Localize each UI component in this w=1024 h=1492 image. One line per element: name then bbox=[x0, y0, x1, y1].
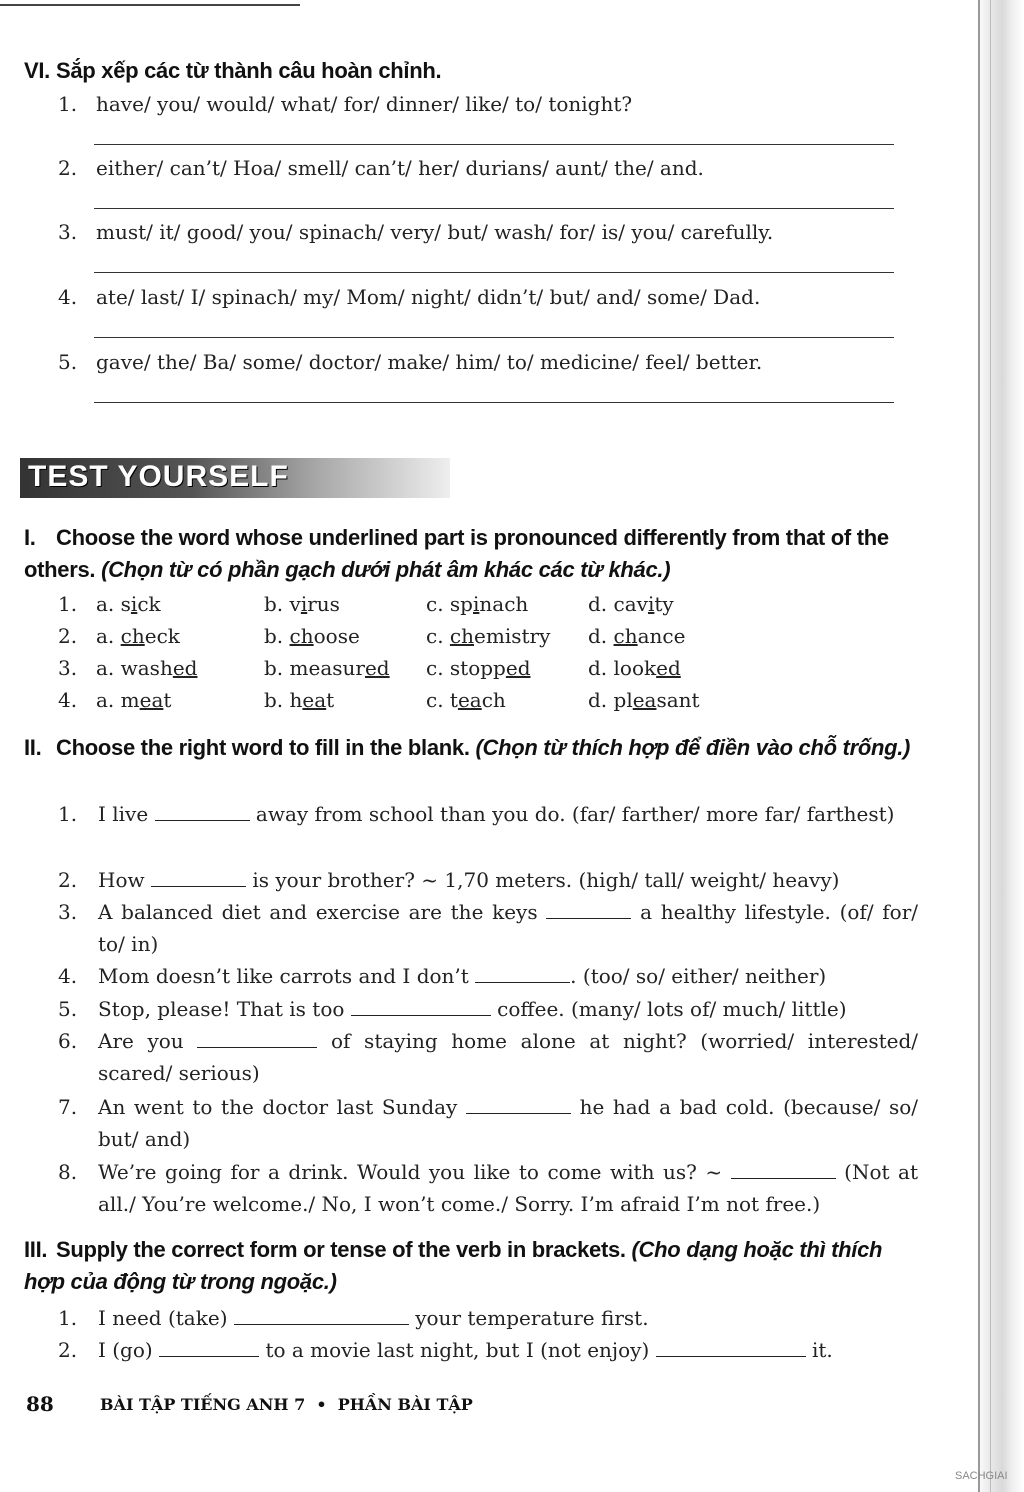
answer-line[interactable] bbox=[94, 337, 894, 338]
banner-title: TEST YOURSELF bbox=[28, 460, 289, 493]
top-rule bbox=[0, 4, 300, 6]
question-stem: An went to the doctor last Sunday bbox=[98, 1095, 458, 1119]
item-words: gave/ the/ Ba/ some/ doctor/ make/ him/ to/ medicine/ feel/ better. bbox=[96, 350, 763, 374]
option-text: a. m bbox=[96, 688, 140, 712]
section-6-title: Sắp xếp các từ thành câu hoàn chỉnh. bbox=[56, 58, 442, 83]
option-text: rus bbox=[307, 592, 340, 616]
answer-blank[interactable] bbox=[731, 1160, 836, 1179]
reorder-item bbox=[58, 285, 908, 309]
footer-bullet: • bbox=[316, 1395, 327, 1414]
choice-row bbox=[58, 656, 758, 684]
option-text: sant bbox=[656, 688, 700, 712]
book-spine bbox=[976, 0, 1024, 1492]
answer-blank[interactable] bbox=[466, 1095, 571, 1114]
answer-blank[interactable] bbox=[151, 868, 246, 887]
option-text: b. bbox=[264, 624, 290, 648]
option-text: b. measur bbox=[264, 656, 365, 680]
footer-title bbox=[100, 1395, 473, 1414]
watermark: SACHGIAI bbox=[955, 1470, 1008, 1482]
underlined-part: ch bbox=[120, 624, 145, 648]
option-text: d. look bbox=[588, 656, 657, 680]
answer-option[interactable] bbox=[588, 656, 681, 680]
underlined-part: ed bbox=[656, 656, 681, 680]
option-text: ance bbox=[637, 624, 686, 648]
option-text: nach bbox=[479, 592, 529, 616]
item-number: 2. bbox=[58, 156, 78, 180]
section-2-heading bbox=[24, 732, 924, 764]
question-rest: . (too/ so/ either/ neither) bbox=[570, 964, 827, 988]
answer-line[interactable] bbox=[94, 402, 894, 403]
answer-option[interactable] bbox=[96, 592, 161, 616]
underlined-part: ea bbox=[302, 688, 327, 712]
section-2-number: II. bbox=[24, 735, 42, 760]
underlined-part: ea bbox=[632, 688, 657, 712]
answer-line[interactable] bbox=[94, 208, 894, 209]
question-text bbox=[98, 798, 918, 830]
question-text bbox=[98, 1334, 918, 1366]
answer-option[interactable] bbox=[264, 688, 334, 712]
answer-option[interactable] bbox=[588, 624, 685, 648]
answer-option[interactable] bbox=[426, 592, 528, 616]
option-text: d. cav bbox=[588, 592, 648, 616]
section-1-title-vi: (Chọn từ có phần gạch dưới phát âm khác các từ khác.) bbox=[101, 557, 671, 582]
underlined-part: ea bbox=[457, 688, 482, 712]
option-text: d. pl bbox=[588, 688, 633, 712]
section-3-number: III. bbox=[24, 1237, 48, 1262]
question-rest: he had a bad cold. (because/ so/ but/ and) bbox=[98, 1095, 919, 1151]
question-item bbox=[58, 1091, 918, 1155]
option-text: d. bbox=[588, 624, 614, 648]
reorder-item bbox=[58, 92, 908, 116]
item-number: 1. bbox=[58, 92, 78, 116]
answer-option[interactable] bbox=[96, 688, 171, 712]
item-number: 4. bbox=[58, 285, 78, 309]
section-3-heading bbox=[24, 1234, 924, 1298]
item-number: 2. bbox=[58, 624, 78, 648]
question-rest: your temperature first. bbox=[415, 1306, 649, 1330]
item-number: 8. bbox=[58, 1160, 78, 1184]
option-text: c. sp bbox=[426, 592, 473, 616]
question-text bbox=[98, 1091, 918, 1155]
question-item bbox=[58, 864, 918, 896]
question-item bbox=[58, 798, 918, 830]
section-3-title: Supply the correct form or tense of the verb in brackets. bbox=[56, 1237, 626, 1262]
question-stem: Are you bbox=[98, 1029, 184, 1053]
underlined-part: i bbox=[472, 592, 480, 616]
item-number: 1. bbox=[58, 592, 78, 616]
answer-line[interactable] bbox=[94, 272, 894, 273]
question-rest: coffee. (many/ lots of/ much/ little) bbox=[497, 997, 847, 1021]
question-rest: a healthy lifestyle. (of/ for/ to/ in) bbox=[98, 900, 919, 956]
question-text bbox=[98, 864, 918, 896]
underlined-part: ed bbox=[364, 656, 390, 680]
item-number: 2. bbox=[58, 1338, 78, 1362]
underlined-part: ed bbox=[172, 656, 198, 680]
answer-blank[interactable] bbox=[546, 900, 631, 919]
answer-blank[interactable] bbox=[351, 997, 491, 1016]
page-footer bbox=[26, 1392, 473, 1416]
option-text: t bbox=[163, 688, 172, 712]
answer-option[interactable] bbox=[264, 656, 390, 680]
answer-line[interactable] bbox=[94, 144, 894, 145]
question-rest: (Not at all./ You’re welcome./ No, I won’t come./ Sorry. I’m afraid I’m not free.) bbox=[98, 1160, 918, 1216]
choice-row bbox=[58, 688, 758, 716]
question-stem: I (go) bbox=[98, 1338, 153, 1362]
question-text bbox=[98, 896, 918, 960]
underlined-part: i bbox=[647, 592, 655, 616]
answer-option[interactable] bbox=[96, 656, 197, 680]
question-rest: to a movie last night, but I (not enjoy) bbox=[265, 1338, 650, 1362]
answer-blank[interactable] bbox=[475, 964, 570, 983]
section-3-title-vi: (Cho dạng hoặc thì thích hợp của động từ trong ngoặc.) bbox=[24, 1237, 883, 1294]
option-text: t bbox=[326, 688, 335, 712]
section-2-title: Choose the right word to fill in the blank. bbox=[56, 735, 470, 760]
answer-option[interactable] bbox=[264, 592, 340, 616]
question-stem: How bbox=[98, 868, 145, 892]
item-words: ate/ last/ I/ spinach/ my/ Mom/ night/ didn’t/ but/ and/ some/ Dad. bbox=[96, 285, 761, 309]
question-stem: Mom doesn’t like carrots and I don’t bbox=[98, 964, 469, 988]
section-6-heading bbox=[24, 58, 441, 84]
question-item bbox=[58, 1302, 918, 1334]
item-words: have/ you/ would/ what/ for/ dinner/ like/ to/ tonight? bbox=[96, 92, 633, 116]
answer-blank[interactable] bbox=[197, 1029, 317, 1048]
answer-blank[interactable] bbox=[234, 1306, 409, 1325]
choice-row bbox=[58, 592, 758, 620]
option-text: emistry bbox=[474, 624, 551, 648]
answer-blank[interactable] bbox=[656, 1338, 806, 1357]
reorder-item bbox=[58, 156, 908, 180]
item-number: 1. bbox=[58, 1306, 78, 1330]
question-rest: is your brother? ~ 1,70 meters. (high/ tall/ weight/ heavy) bbox=[252, 868, 840, 892]
option-text: ty bbox=[654, 592, 674, 616]
book-part: PHẦN BÀI TẬP bbox=[337, 1395, 473, 1414]
item-number: 4. bbox=[58, 688, 78, 712]
underlined-part: ea bbox=[139, 688, 164, 712]
option-text: ch bbox=[481, 688, 506, 712]
underlined-part: i bbox=[130, 592, 138, 616]
answer-blank[interactable] bbox=[159, 1338, 259, 1357]
answer-option[interactable] bbox=[426, 624, 550, 648]
spine-edge-inner bbox=[990, 0, 991, 1492]
underlined-part: i bbox=[300, 592, 308, 616]
question-item bbox=[58, 1334, 918, 1366]
question-item bbox=[58, 896, 918, 960]
question-text bbox=[98, 1156, 918, 1220]
option-text: b. h bbox=[264, 688, 303, 712]
question-text bbox=[98, 1025, 918, 1089]
question-text bbox=[98, 1302, 918, 1334]
question-stem: A balanced diet and exercise are the keys bbox=[98, 900, 538, 924]
question-rest: away from school than you do. (far/ farther/ more far/ farthest) bbox=[255, 802, 895, 826]
answer-option[interactable] bbox=[588, 688, 700, 712]
question-item bbox=[58, 960, 918, 992]
answer-blank[interactable] bbox=[155, 802, 250, 821]
answer-option[interactable] bbox=[426, 656, 531, 680]
question-stem: Stop, please! That is too bbox=[98, 997, 345, 1021]
option-text: ck bbox=[137, 592, 161, 616]
question-stem: I need (take) bbox=[98, 1306, 228, 1330]
section-6-number: VI. bbox=[24, 58, 50, 83]
underlined-part: ch bbox=[289, 624, 314, 648]
answer-option[interactable] bbox=[264, 624, 360, 648]
option-text: c. stopp bbox=[426, 656, 506, 680]
underlined-part: ch bbox=[449, 624, 475, 648]
question-text bbox=[98, 993, 918, 1025]
spine-edge bbox=[978, 0, 980, 1492]
option-text: a. bbox=[96, 624, 121, 648]
question-item bbox=[58, 1156, 918, 1220]
section-1-title: Choose the word whose underlined part is pronounced differently from that of the others. bbox=[24, 525, 889, 582]
item-number: 4. bbox=[58, 964, 78, 988]
section-1-number: I. bbox=[24, 525, 36, 550]
question-stem: We’re going for a drink. Would you like to come with us? ~ bbox=[98, 1160, 723, 1184]
option-text: b. v bbox=[264, 592, 301, 616]
question-item bbox=[58, 993, 918, 1025]
choice-row bbox=[58, 624, 758, 652]
option-text: c. t bbox=[426, 688, 458, 712]
item-number: 1. bbox=[58, 802, 78, 826]
item-number: 5. bbox=[58, 997, 78, 1021]
item-words: must/ it/ good/ you/ spinach/ very/ but/ wash/ for/ is/ you/ carefully. bbox=[96, 220, 774, 244]
underlined-part: ch bbox=[613, 624, 638, 648]
section-1-heading bbox=[24, 522, 924, 586]
option-text: a. wash bbox=[96, 656, 173, 680]
item-number: 7. bbox=[58, 1095, 78, 1119]
question-rest: it. bbox=[811, 1338, 833, 1362]
underlined-part: ed bbox=[505, 656, 531, 680]
item-number: 2. bbox=[58, 868, 78, 892]
option-text: oose bbox=[313, 624, 360, 648]
answer-option[interactable] bbox=[96, 624, 180, 648]
item-words: either/ can’t/ Hoa/ smell/ can’t/ her/ durians/ aunt/ the/ and. bbox=[96, 156, 704, 180]
reorder-item bbox=[58, 220, 908, 244]
item-number: 5. bbox=[58, 350, 78, 374]
answer-option[interactable] bbox=[426, 688, 506, 712]
question-rest: of staying home alone at night? (worried/ interested/ scared/ serious) bbox=[98, 1029, 919, 1085]
question-item bbox=[58, 1025, 918, 1089]
item-number: 3. bbox=[58, 900, 78, 924]
item-number: 6. bbox=[58, 1029, 78, 1053]
item-number: 3. bbox=[58, 656, 78, 680]
question-stem: I live bbox=[98, 802, 149, 826]
item-number: 3. bbox=[58, 220, 78, 244]
option-text: c. bbox=[426, 624, 450, 648]
option-text: eck bbox=[144, 624, 180, 648]
answer-option[interactable] bbox=[588, 592, 674, 616]
question-text bbox=[98, 960, 918, 992]
page-number: 88 bbox=[26, 1392, 54, 1416]
reorder-item bbox=[58, 350, 908, 374]
book-title: BÀI TẬP TIẾNG ANH 7 bbox=[100, 1395, 306, 1414]
section-2-title-vi: (Chọn từ thích hợp để điền vào chỗ trống.) bbox=[475, 735, 911, 760]
option-text: a. s bbox=[96, 592, 131, 616]
